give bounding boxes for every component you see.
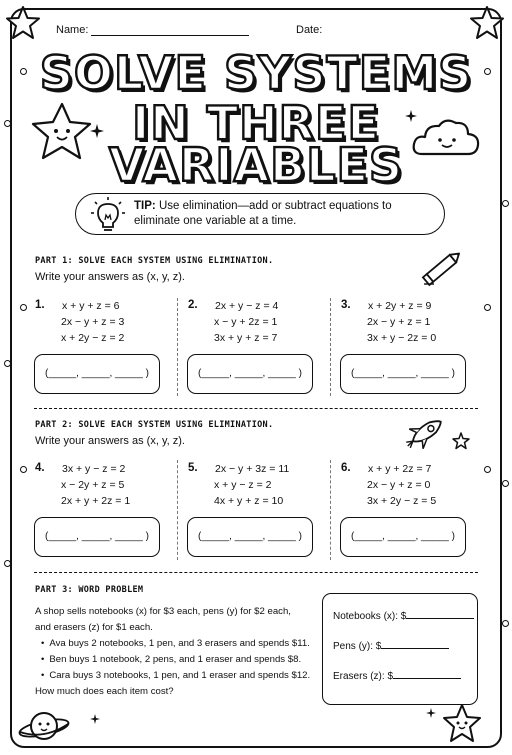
lightbulb-icon bbox=[90, 196, 126, 234]
answer-blank[interactable] bbox=[393, 670, 461, 679]
corner-star-icon bbox=[467, 3, 507, 43]
list-item: • Cara buys 3 notebooks, 1 pen, and 1 eraser and spends $12. bbox=[41, 668, 315, 684]
word-intro-2: and erasers (z) for $1 each. bbox=[35, 622, 153, 633]
column-divider bbox=[177, 460, 178, 560]
name-field[interactable] bbox=[56, 24, 249, 36]
answer-blank[interactable] bbox=[406, 610, 474, 619]
equation: 2x − y + z = 1 bbox=[367, 316, 431, 328]
edge-dot bbox=[4, 560, 11, 567]
column-divider bbox=[177, 298, 178, 396]
equation: x − y + 2z = 1 bbox=[214, 316, 278, 328]
edge-dot bbox=[502, 200, 509, 207]
equation: x + 2y − z = 2 bbox=[61, 332, 125, 344]
answer-blank[interactable] bbox=[381, 640, 449, 649]
rocket-icon bbox=[404, 414, 448, 450]
notebooks-answer[interactable] bbox=[333, 610, 477, 622]
answer-box[interactable]: (_____, _____, _____ ) bbox=[340, 517, 466, 557]
tip-text-1: Use elimination—add or subtract equations to bbox=[158, 200, 392, 212]
erasers-answer[interactable] bbox=[333, 670, 477, 682]
planet-icon bbox=[16, 704, 72, 748]
small-star-icon bbox=[452, 432, 470, 450]
part2-subheading: Write your answers as (x, y, z). bbox=[35, 435, 185, 447]
word-answer-box bbox=[322, 593, 478, 705]
equation: 3x + y − z = 2 bbox=[62, 463, 126, 475]
sparkle-icon bbox=[426, 708, 436, 718]
part1-subheading: Write your answers as (x, y, z). bbox=[35, 271, 185, 283]
equation: 2x − y + z = 3 bbox=[61, 316, 125, 328]
notebooks-label: Notebooks (x): $ bbox=[333, 611, 407, 622]
equation: 3x + y + z = 7 bbox=[214, 332, 278, 344]
edge-dot bbox=[502, 620, 509, 627]
answer-box[interactable]: (_____, _____, _____ ) bbox=[34, 517, 160, 557]
column-divider bbox=[330, 298, 331, 396]
equation: x + 2y + z = 9 bbox=[368, 300, 432, 312]
equation: 3x + y − 2z = 0 bbox=[367, 332, 437, 344]
equation: 2x − y + 3z = 11 bbox=[215, 463, 290, 475]
problem-number: 2. bbox=[188, 299, 198, 311]
sparkle-icon bbox=[405, 110, 417, 122]
part2-heading: PART 2: SOLVE EACH SYSTEM USING ELIMINATION. bbox=[35, 420, 274, 430]
answer-box[interactable]: (_____, _____, _____ ) bbox=[340, 354, 466, 394]
equation: 2x + y − z = 4 bbox=[215, 300, 279, 312]
tip-box bbox=[75, 193, 445, 235]
equation: 4x + y + z = 10 bbox=[214, 495, 284, 507]
part1-heading: PART 1: SOLVE EACH SYSTEM USING ELIMINATION. bbox=[35, 256, 274, 266]
title-line-3: VARIABLES bbox=[108, 138, 404, 192]
sparkle-icon bbox=[90, 124, 104, 138]
equation: 3x + 2y − z = 5 bbox=[367, 495, 437, 507]
pens-label: Pens (y): $ bbox=[333, 641, 382, 652]
date-label: Date: bbox=[296, 24, 323, 36]
title-line-1: SOLVE SYSTEMS bbox=[39, 46, 473, 100]
edge-dot bbox=[484, 466, 491, 473]
equation: 2x − y + z = 0 bbox=[367, 479, 431, 491]
part3-heading: PART 3: WORD PROBLEM bbox=[35, 585, 144, 595]
equation: x + y − z = 2 bbox=[214, 479, 272, 491]
edge-dot bbox=[502, 480, 509, 487]
edge-dot bbox=[20, 304, 27, 311]
name-line[interactable] bbox=[91, 24, 249, 36]
tip-label: TIP: bbox=[134, 200, 156, 212]
answer-box[interactable]: (_____, _____, _____ ) bbox=[187, 517, 313, 557]
erasers-label: Erasers (z): $ bbox=[333, 671, 394, 682]
answer-box[interactable]: (_____, _____, _____ ) bbox=[34, 354, 160, 394]
section-divider bbox=[34, 572, 478, 573]
equation: x + y + z = 6 bbox=[62, 300, 120, 312]
problem-number: 6. bbox=[341, 462, 351, 474]
word-intro-1: A shop sells notebooks (x) for $3 each, pens (y) for $2 each, bbox=[35, 606, 291, 617]
word-question: How much does each item cost? bbox=[35, 686, 174, 697]
pens-answer[interactable] bbox=[333, 640, 477, 652]
date-field[interactable] bbox=[296, 24, 322, 36]
sparkle-icon bbox=[90, 714, 100, 724]
title-line-2: IN THREE bbox=[132, 96, 380, 150]
smiling-star-icon bbox=[30, 100, 96, 166]
list-item: • Ava buys 2 notebooks, 1 pen, and 3 erasers and spends $11. bbox=[41, 636, 315, 652]
corner-star-icon bbox=[3, 3, 43, 43]
tip-text-2: eliminate one variable at a time. bbox=[134, 215, 297, 227]
name-label: Name: bbox=[56, 24, 89, 36]
answer-box[interactable]: (_____, _____, _____ ) bbox=[187, 354, 313, 394]
problem-number: 5. bbox=[188, 462, 198, 474]
equation: 2x + y + 2z = 1 bbox=[61, 495, 131, 507]
smiling-star-icon bbox=[440, 702, 484, 746]
pencil-icon bbox=[420, 246, 466, 288]
word-problem bbox=[35, 604, 315, 700]
problem-number: 3. bbox=[341, 299, 351, 311]
edge-dot bbox=[20, 466, 27, 473]
list-item: • Ben buys 1 notebook, 2 pens, and 1 eraser and spends $8. bbox=[41, 652, 315, 668]
problem-number: 1. bbox=[35, 299, 45, 311]
problem-number: 4. bbox=[35, 462, 45, 474]
word-bullets bbox=[41, 636, 315, 684]
edge-dot bbox=[4, 360, 11, 367]
section-divider bbox=[34, 408, 478, 409]
edge-dot bbox=[484, 304, 491, 311]
equation: x + y + 2z = 7 bbox=[368, 463, 432, 475]
equation: x − 2y + z = 5 bbox=[61, 479, 125, 491]
column-divider bbox=[330, 460, 331, 560]
smiling-cloud-icon bbox=[412, 116, 482, 160]
